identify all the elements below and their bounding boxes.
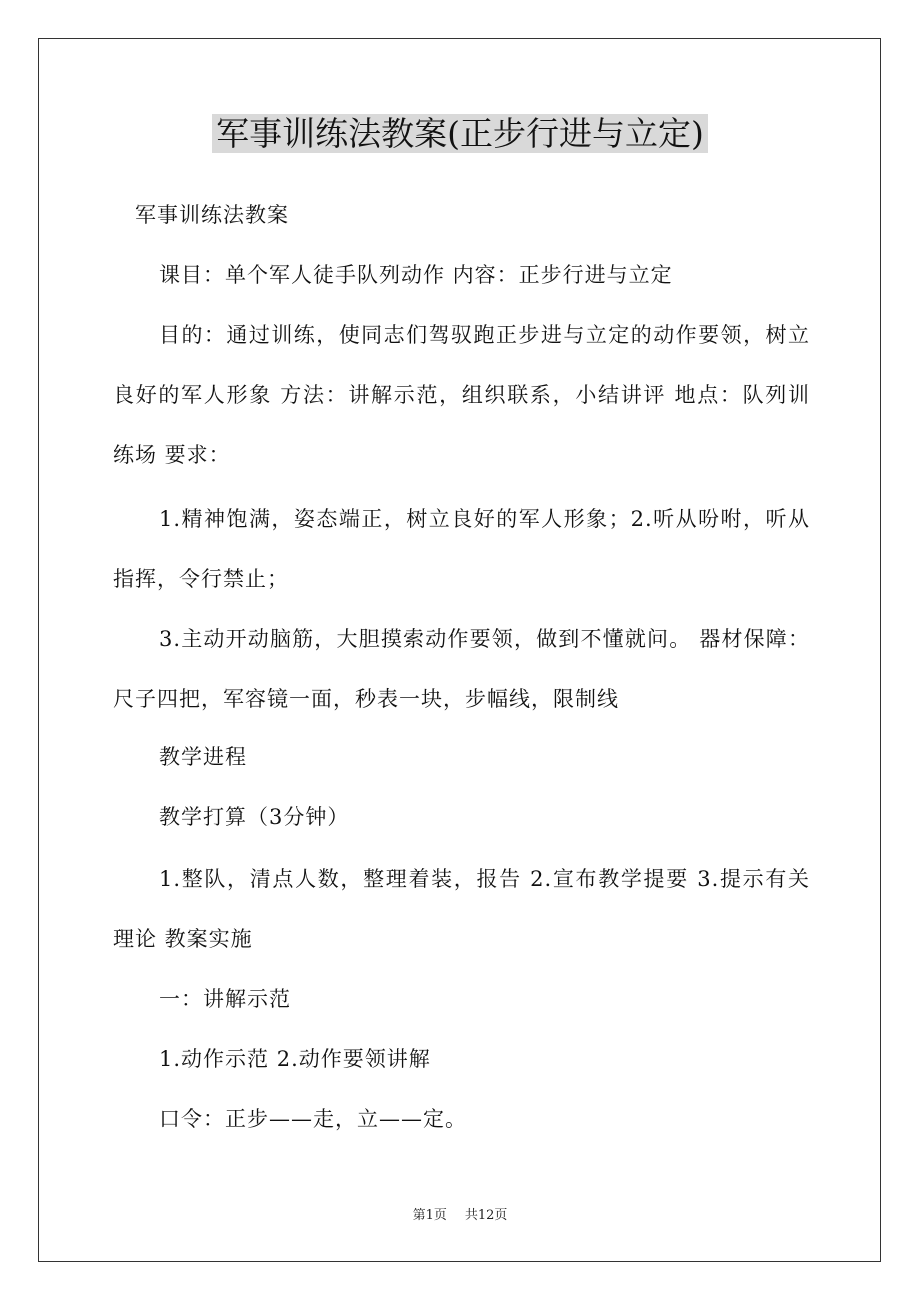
document-title-text: 军事训练法教案(正步行进与立定) [212, 114, 708, 153]
page-total: 共12页 [464, 1208, 508, 1223]
paragraph-demonstration: 1.动作示范 2.动作要领讲解 [159, 1047, 431, 1071]
document-title [0, 108, 920, 160]
paragraph-requirement-1: 1.精神饱满，姿态端正，树立良好的军人形象；2.听从吩咐，听从指挥，令行禁止； [113, 507, 810, 591]
paragraph-steps: 1.整队，清点人数，整理着装，报告 2.宣布教学提要 3.提示有关理论 教案实施 [113, 867, 810, 951]
paragraph-heading: 军事训练法教案 [135, 203, 289, 227]
paragraph-purpose: 目的：通过训练，使同志们驾驭跑正步进与立定的动作要领，树立良好的军人形象 方法：讲解示范，组织联系，小结讲评 地点：队列训练场 要求： [113, 323, 810, 467]
paragraph-section-one: 一：讲解示范 [159, 987, 291, 1011]
paragraph-subject: 课目：单个军人徒手队列动作 内容：正步行进与立定 [159, 263, 673, 287]
paragraph-command: 口令：正步——走，立——定。 [159, 1107, 467, 1131]
page-footer [0, 1204, 920, 1223]
paragraph-teaching-plan: 教学打算（3分钟） [159, 805, 350, 829]
page-number: 第1页 [412, 1208, 447, 1223]
paragraph-teaching-process: 教学进程 [159, 745, 247, 769]
paragraph-requirement-3: 3.主动开动脑筋，大胆摸索动作要领，做到不懂就问。 器材保障：尺子四把，军容镜一面，秒表一块，步幅线，限制线 [113, 627, 810, 711]
